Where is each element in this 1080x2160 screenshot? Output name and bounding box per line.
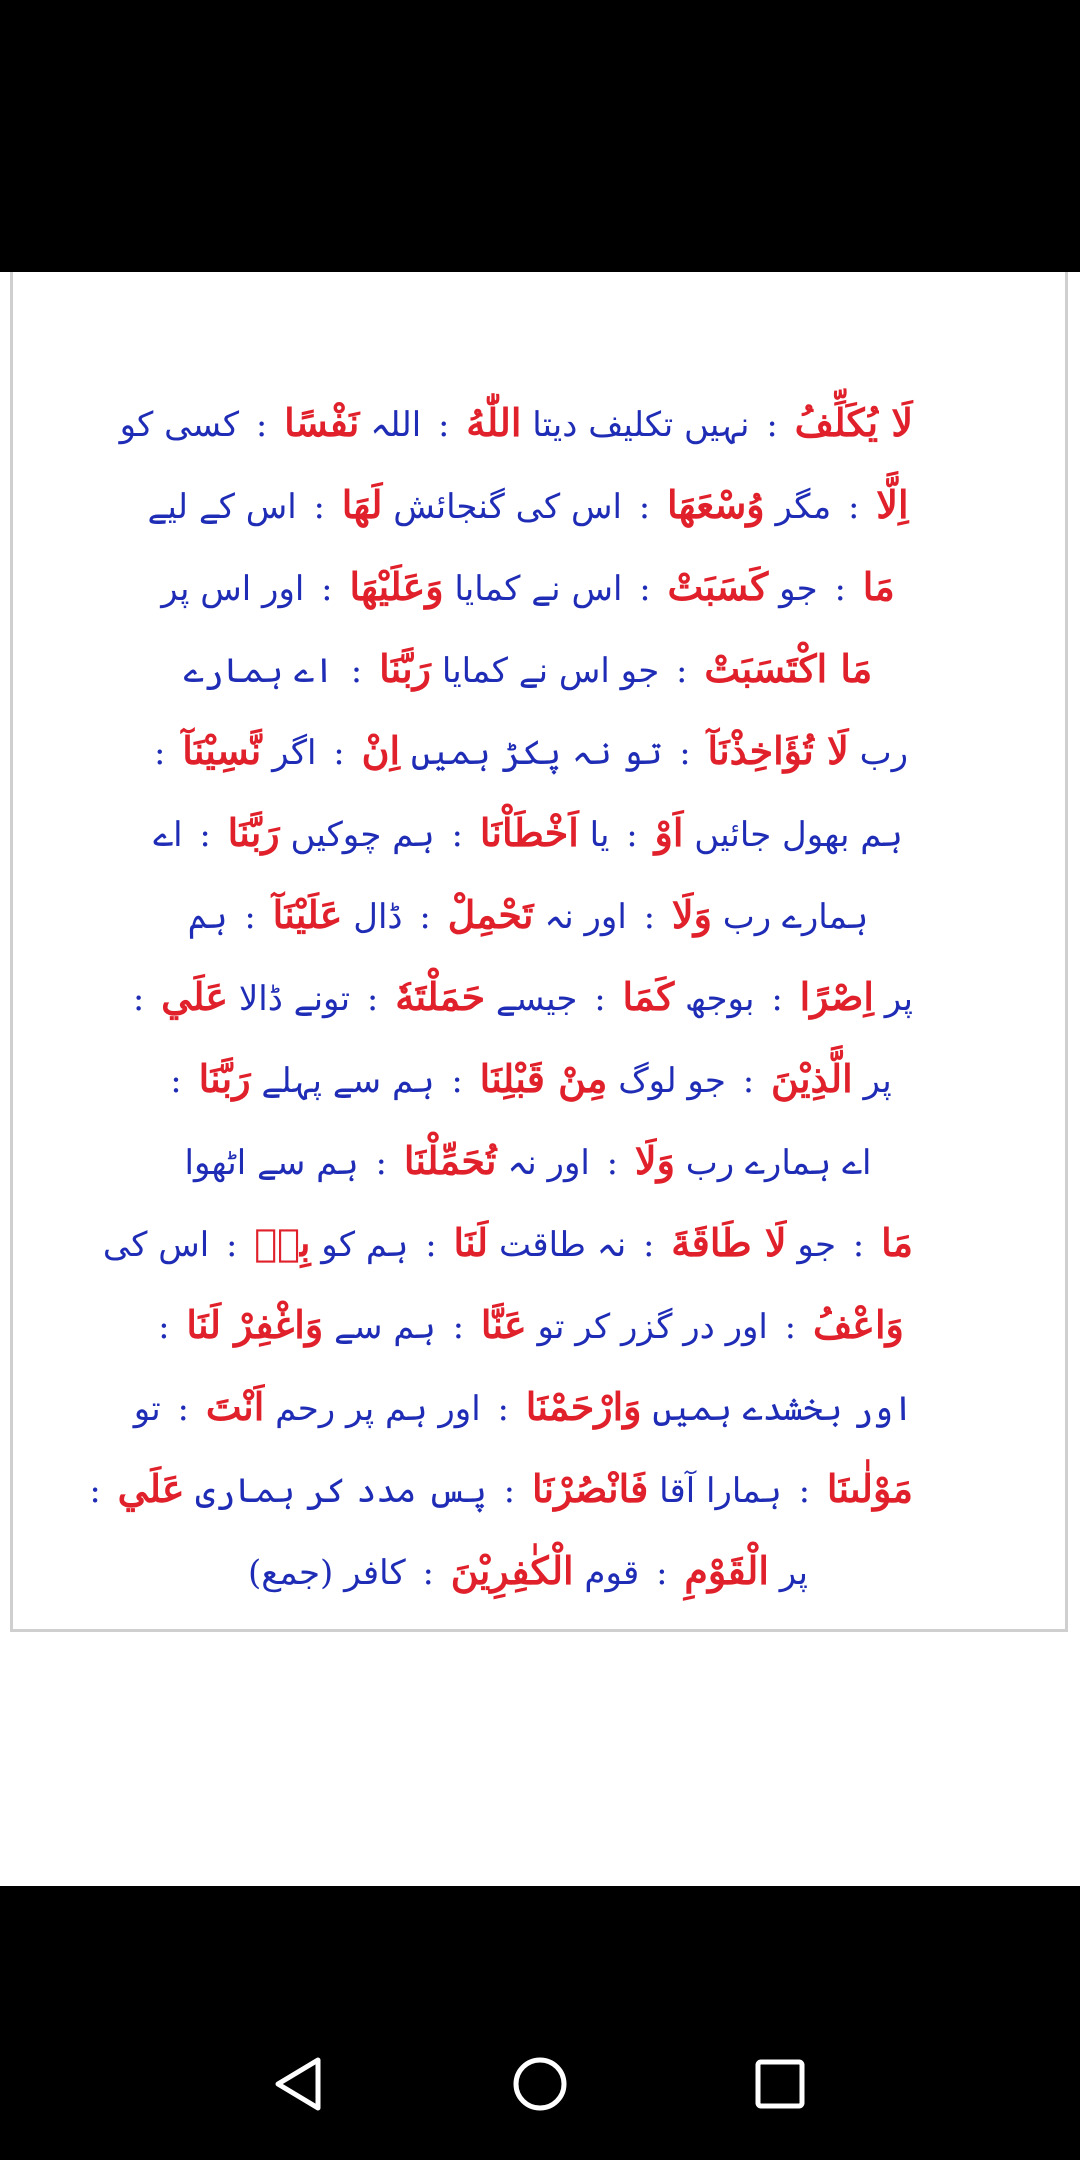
separator-colon: : xyxy=(638,487,651,527)
translation-line xyxy=(143,1038,913,1120)
urdu-meaning: اس کی xyxy=(102,1225,210,1265)
separator-colon: : xyxy=(244,897,256,937)
arabic-word: تَحْمِلْ xyxy=(447,892,534,937)
navigation-bar xyxy=(0,1886,1080,2160)
arabic-word: لَا طَاقَةَ xyxy=(671,1220,787,1265)
urdu-meaning: رب xyxy=(859,733,909,773)
translation-line xyxy=(132,956,913,1038)
urdu-meaning: نہیں تکلیف دیتا xyxy=(532,405,750,445)
arabic-word: الْقَوْمِ xyxy=(684,1548,769,1593)
separator-colon: : xyxy=(226,1225,238,1265)
separator-colon: : xyxy=(366,979,379,1019)
arabic-word: وَعَلَيْهَا xyxy=(349,564,444,609)
translation-line xyxy=(102,1202,913,1284)
urdu-meaning: اے ہمارے xyxy=(183,651,334,691)
translation-line xyxy=(143,1530,913,1612)
separator-colon: : xyxy=(419,897,431,937)
urdu-meaning: اور نہ xyxy=(544,897,627,937)
arabic-word: نَّسِيْنَآ xyxy=(182,728,262,773)
arabic-word: رَبَّنَا xyxy=(227,810,280,855)
separator-colon: : xyxy=(425,1225,437,1265)
urdu-meaning: پس مدد کر ہماری xyxy=(195,1471,487,1511)
arabic-word: لَا تُؤَاخِذْنَآ xyxy=(707,728,849,773)
recent-square-icon xyxy=(748,2052,812,2116)
separator-colon: : xyxy=(497,1389,509,1429)
separator-colon: : xyxy=(333,733,345,773)
separator-colon: : xyxy=(89,1471,101,1511)
separator-colon: : xyxy=(771,979,783,1019)
status-bar xyxy=(0,0,1080,272)
urdu-meaning: جیسے xyxy=(495,979,578,1019)
urdu-meaning: اے xyxy=(153,815,183,855)
separator-colon: : xyxy=(679,733,691,773)
separator-colon: : xyxy=(852,1225,865,1265)
back-triangle-icon xyxy=(268,2052,332,2116)
urdu-meaning: ڈال xyxy=(353,897,403,937)
urdu-meaning: قوم xyxy=(584,1553,640,1593)
urdu-meaning: ہم سے پہلے xyxy=(261,1061,435,1101)
arabic-word: اِلَّا xyxy=(876,482,909,527)
urdu-meaning: اور نہ xyxy=(507,1143,590,1183)
translation-line xyxy=(143,792,913,874)
urdu-meaning: کافر (جمع) xyxy=(248,1553,406,1593)
arabic-word: مَا xyxy=(862,564,895,609)
urdu-meaning: ہم بھول جائیں xyxy=(694,815,903,855)
urdu-meaning: مگر xyxy=(775,487,832,527)
urdu-meaning: اور اس پر xyxy=(161,569,305,609)
urdu-meaning: اس کے لیے xyxy=(147,487,297,527)
urdu-meaning: اگر xyxy=(272,733,317,773)
urdu-meaning: اس نے کمایا xyxy=(454,569,623,609)
translation-line xyxy=(143,710,913,792)
translation-line xyxy=(133,1366,913,1448)
back-button[interactable] xyxy=(268,2052,332,2116)
separator-colon: : xyxy=(503,1471,516,1511)
urdu-meaning: جو xyxy=(779,569,818,609)
arabic-word: لَهَا xyxy=(341,482,383,527)
arabic-word: الْكٰفِرِيْنَ xyxy=(450,1548,574,1593)
separator-colon: : xyxy=(766,405,778,445)
separator-colon: : xyxy=(350,651,363,691)
separator-colon: : xyxy=(742,1061,755,1101)
urdu-meaning: ہمارا آقا xyxy=(659,1471,782,1511)
separator-colon: : xyxy=(177,1389,190,1429)
arabic-word: فَانْصُرْنَا xyxy=(531,1466,649,1511)
urdu-meaning: پر xyxy=(779,1553,808,1593)
word-by-word-translation xyxy=(89,382,913,1612)
urdu-meaning: ہم سے xyxy=(334,1307,436,1347)
separator-colon: : xyxy=(132,979,145,1019)
separator-colon: : xyxy=(158,1307,170,1347)
arabic-word: لَا يُكَلِّفُ xyxy=(794,400,913,445)
urdu-meaning: کسی کو xyxy=(119,405,240,445)
arabic-word: مَا xyxy=(881,1220,913,1265)
arabic-word: اَنْتَ xyxy=(205,1384,265,1429)
urdu-meaning: ہم کو xyxy=(321,1225,409,1265)
urdu-meaning: جو xyxy=(797,1225,836,1265)
separator-colon: : xyxy=(848,487,860,527)
separator-colon: : xyxy=(438,405,450,445)
arabic-word: اَخْطَاْنَا xyxy=(479,810,579,855)
arabic-word: وَاغْفِرْ لَنَا xyxy=(186,1302,324,1347)
arabic-word: مَوْلٰىنَا xyxy=(826,1466,913,1511)
arabic-word: اَوْ xyxy=(654,810,684,855)
arabic-word: اِنْ xyxy=(361,728,401,773)
arabic-word: مِنْ قَبْلِنَا xyxy=(479,1056,608,1101)
separator-colon: : xyxy=(834,569,846,609)
separator-colon: : xyxy=(594,979,606,1019)
arabic-word: كَمَا xyxy=(622,974,675,1019)
arabic-word: نَفْسًا xyxy=(284,400,360,445)
urdu-meaning: بوجھ xyxy=(684,979,755,1019)
translation-line xyxy=(143,464,913,546)
arabic-word: عَنَّا xyxy=(480,1302,527,1347)
app-content xyxy=(0,272,1080,1886)
arabic-word: اِصْرًا xyxy=(799,974,874,1019)
urdu-meaning: اللہ xyxy=(370,405,422,445)
separator-colon: : xyxy=(676,651,688,691)
arabic-word: عَلَي xyxy=(161,974,229,1019)
urdu-meaning: پر xyxy=(884,979,913,1019)
urdu-meaning: اے ہمارے رب xyxy=(685,1143,872,1183)
urdu-meaning: ہمارے رب xyxy=(722,897,869,937)
urdu-meaning: نہ طاقت xyxy=(498,1225,627,1265)
translation-line xyxy=(89,1448,913,1530)
urdu-meaning: جو اس نے کمایا xyxy=(441,651,660,691)
arabic-word: اللّٰهُ xyxy=(466,400,522,445)
separator-colon: : xyxy=(153,733,166,773)
urdu-meaning: پر xyxy=(863,1061,892,1101)
arabic-word: بِهٖ xyxy=(254,1220,311,1265)
arabic-word: الَّذِيْنَ xyxy=(771,1056,853,1101)
arabic-word: حَمَلْتَهٗ xyxy=(395,974,486,1019)
translation-line xyxy=(143,1284,913,1366)
separator-colon: : xyxy=(170,1061,182,1101)
separator-colon: : xyxy=(784,1307,797,1347)
arabic-word: وَارْحَمْنَا xyxy=(525,1384,642,1429)
separator-colon: : xyxy=(452,1307,465,1347)
separator-colon: : xyxy=(626,815,638,855)
arabic-word: وُسْعَهَا xyxy=(667,482,765,527)
home-circle-icon xyxy=(508,2052,572,2116)
urdu-meaning: ہم چوکیں xyxy=(290,815,435,855)
arabic-word: مَا اكْتَسَبَتْ xyxy=(704,646,873,691)
arabic-word: وَاعْفُ xyxy=(812,1302,904,1347)
urdu-meaning: تو نہ پکڑ ہمیں xyxy=(410,733,663,773)
separator-colon: : xyxy=(199,815,211,855)
urdu-meaning: ہم سے اٹھوا xyxy=(184,1143,359,1183)
separator-colon: : xyxy=(313,487,325,527)
arabic-word: رَبَّنَا xyxy=(379,646,432,691)
urdu-meaning: ہم xyxy=(187,897,228,937)
separator-colon: : xyxy=(451,815,464,855)
separator-colon: : xyxy=(255,405,268,445)
arabic-word: تُحَمِّلْنَا xyxy=(403,1138,497,1183)
separator-colon: : xyxy=(375,1143,387,1183)
recents-button[interactable] xyxy=(748,2052,812,2116)
translation-line xyxy=(143,546,913,628)
urdu-meaning: جو لوگ xyxy=(618,1061,726,1101)
separator-colon: : xyxy=(643,897,656,937)
separator-colon: : xyxy=(321,569,333,609)
translation-line xyxy=(143,1120,913,1202)
translation-line xyxy=(119,382,913,464)
urdu-meaning: اور بخشدے ہمیں xyxy=(652,1389,913,1429)
urdu-meaning: اور ہم پر رحم xyxy=(275,1389,481,1429)
separator-colon: : xyxy=(451,1061,463,1101)
arabic-word: لَنَا xyxy=(453,1220,489,1265)
urdu-meaning: یا xyxy=(589,815,610,855)
arabic-word: عَلَي xyxy=(117,1466,185,1511)
urdu-meaning: اور در گزر کر تو xyxy=(537,1307,768,1347)
arabic-word: عَلَيْنَآ xyxy=(272,892,343,937)
separator-colon: : xyxy=(798,1471,811,1511)
separator-colon: : xyxy=(643,1225,655,1265)
separator-colon: : xyxy=(422,1553,434,1593)
arabic-word: كَسَبَتْ xyxy=(667,564,769,609)
separator-colon: : xyxy=(656,1553,668,1593)
urdu-meaning: تونے ڈالا xyxy=(238,979,351,1019)
urdu-meaning: تو xyxy=(133,1389,161,1429)
translation-card xyxy=(10,272,1068,1632)
arabic-word: وَلَا xyxy=(671,892,712,937)
separator-colon: : xyxy=(639,569,651,609)
home-button[interactable] xyxy=(508,2052,572,2116)
separator-colon: : xyxy=(606,1143,619,1183)
translation-line xyxy=(143,874,913,956)
urdu-meaning: اس کی گنجائش xyxy=(393,487,622,527)
translation-line xyxy=(143,628,913,710)
arabic-word: رَبَّنَا xyxy=(198,1056,251,1101)
arabic-word: وَلَا xyxy=(634,1138,675,1183)
